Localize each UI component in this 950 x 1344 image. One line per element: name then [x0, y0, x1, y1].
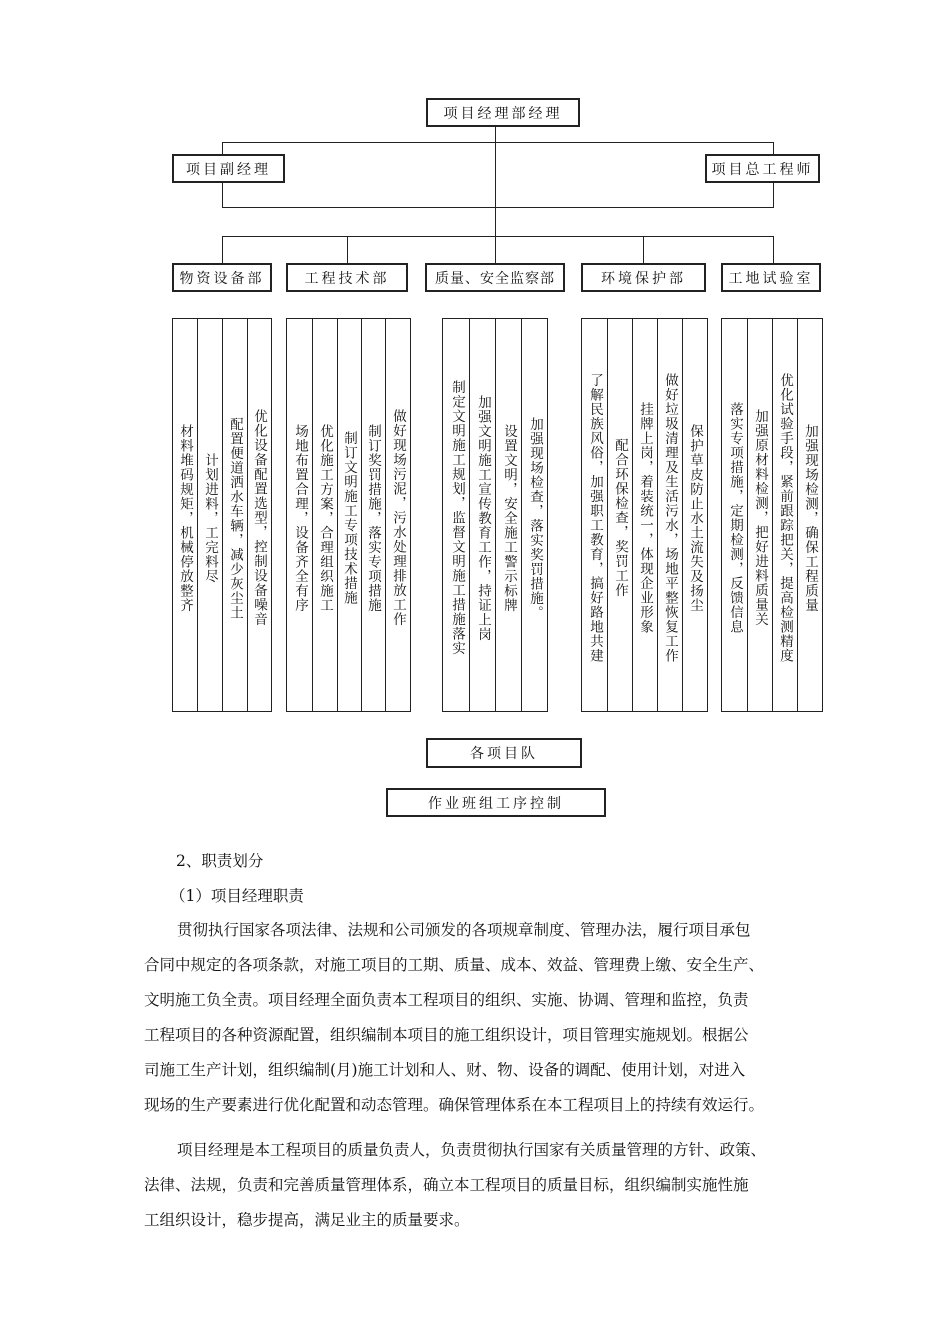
duty-column: 制订奖罚措施，落实专项措施 — [361, 319, 385, 711]
connector-line — [773, 236, 774, 263]
paragraph-line: 项目经理是本工程项目的质量负责人，负责贯彻执行国家有关质量管理的方针、政策、 — [177, 1141, 767, 1159]
duty-group-lab — [721, 318, 823, 712]
connector-line — [222, 236, 774, 237]
paragraph-2 — [144, 1133, 820, 1238]
duty-column: 做好垃圾清理及生活污水，场地平整恢复工作 — [657, 319, 682, 711]
connector-line — [773, 183, 774, 208]
duty-column: 场地布置合理，设备齐全有序 — [292, 423, 308, 613]
duty-group-quality-safety — [442, 318, 548, 712]
paragraph-line: 贯彻执行国家各项法律、法规和公司颁发的各项规章制度、管理办法，履行项目承包 — [177, 921, 751, 939]
work-groups-box: 作业班组工序控制 — [386, 788, 606, 817]
duty-column: 优化施工方案，合理组织施工 — [312, 319, 337, 711]
section-subheading: （1）项目经理职责 — [170, 887, 304, 905]
paragraph-line: 司施工生产计划，组织编制(月)施工计划和人、财、物、设备的调配、使用计划，对进入 — [144, 1061, 746, 1079]
duty-column: 了解民族风俗，加强职工教育，搞好路地共建 — [587, 373, 603, 663]
paragraph-line: 合同中规定的各项条款，对施工项目的工期、质量、成本、效益、管理费上缴、安全生产、 — [144, 956, 765, 974]
dept-materials-box: 物资设备部 — [172, 263, 272, 292]
duty-column: 材料堆码规矩，机械停放整齐 — [177, 423, 193, 613]
duty-column: 制定文明施工规划，监督文明施工措施落实 — [449, 380, 465, 656]
connector-line — [495, 127, 496, 207]
connector-line — [495, 236, 496, 263]
duty-column: 落实专项措施，定期检测，反馈信息 — [727, 402, 743, 634]
connector-line — [347, 236, 348, 263]
top-manager-box: 项目经理部经理 — [426, 98, 580, 127]
dept-lab-box: 工地试验室 — [721, 263, 821, 292]
connector-line — [222, 142, 774, 143]
connector-line — [222, 142, 223, 154]
duty-column: 优化试验手段，紧前跟踪把关，提高检测精度 — [772, 319, 797, 711]
dept-quality-safety-box: 质量、安全监察部 — [425, 263, 565, 292]
connector-line — [222, 236, 223, 263]
paragraph-line: 法律、法规，负责和完善质量管理体系，确立本工程项目的质量目标，组织编制实施性施 — [144, 1176, 749, 1194]
chief-engineer-box: 项目总工程师 — [705, 154, 820, 183]
dept-engineering-box: 工程技术部 — [286, 263, 408, 292]
duty-column: 挂牌上岗，着装统一，体现企业形象 — [632, 319, 657, 711]
duty-column: 保护草皮防止水土流失及扬尘 — [682, 319, 707, 711]
duty-column: 加强原材料检测，把好进料质量关 — [747, 319, 772, 711]
duty-column: 加强现场检测，确保工程质量 — [797, 319, 822, 711]
duty-group-materials — [172, 318, 272, 712]
duty-column: 配合环保检查，奖罚工作 — [607, 319, 632, 711]
paragraph-line: 工程项目的各种资源配置，组织编制本项目的施工组织设计，项目管理实施规划。根据公 — [144, 1026, 749, 1044]
duty-column: 制订文明施工专项技术措施 — [337, 319, 361, 711]
connector-line — [222, 183, 223, 208]
duty-column: 做好现场污泥，污水处理排放工作 — [385, 319, 410, 711]
duty-column: 设置文明，安全施工警示标牌 — [495, 319, 521, 711]
duty-column: 配置便道洒水车辆，减少灰尘土 — [222, 319, 247, 711]
section-heading: 2、职责划分 — [176, 852, 264, 870]
paragraph-1 — [144, 913, 820, 1123]
connector-line — [643, 236, 644, 263]
duty-column: 加强文明施工宣传教育工作，持证上岗 — [469, 319, 495, 711]
duty-column: 计划进料，工完料尽 — [197, 319, 222, 711]
paragraph-line: 现场的生产要素进行优化配置和动态管理。确保管理体系在本工程项目上的持续有效运行。 — [144, 1096, 765, 1114]
deputy-manager-box: 项目副经理 — [172, 154, 285, 183]
project-teams-box: 各项目队 — [426, 738, 582, 768]
duty-group-environment — [581, 318, 708, 712]
paragraph-line: 工组织设计，稳步提高，满足业主的质量要求。 — [144, 1211, 470, 1229]
paragraph-line: 文明施工负全责。项目经理全面负责本工程项目的组织、实施、协调、管理和监控，负责 — [144, 991, 749, 1009]
connector-line — [495, 207, 496, 237]
duty-column: 加强现场检查，落实奖罚措施。 — [521, 319, 547, 711]
duty-column: 优化设备配置选型，控制设备噪音 — [247, 319, 271, 711]
duty-group-engineering — [286, 318, 411, 712]
dept-environment-box: 环境保护部 — [581, 263, 706, 292]
connector-line — [222, 207, 774, 208]
connector-line — [773, 142, 774, 154]
